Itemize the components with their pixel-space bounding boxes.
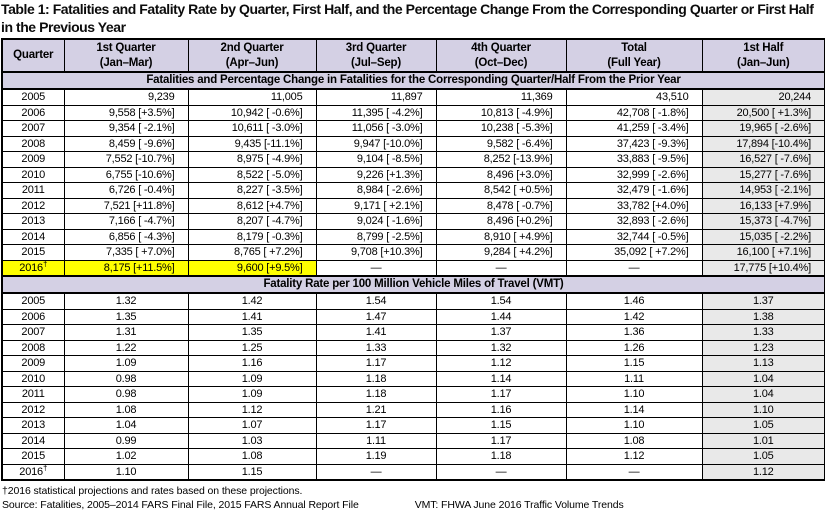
table-row — [2, 464, 825, 480]
column-header-line1: 1st Half — [743, 41, 784, 54]
value-cell: 1.10 — [702, 402, 825, 418]
value-cell: 8,252 [-13.9%] — [436, 152, 566, 168]
column-header-line2: (Jan–Mar) — [99, 56, 153, 69]
value-cell: 1.33 — [702, 325, 825, 341]
footnotes — [2, 484, 825, 512]
column-header-line1: 4th Quarter — [471, 41, 531, 54]
table-row — [2, 121, 825, 137]
value-cell: 1.14 — [566, 402, 702, 418]
value-cell: 7,552 [-10.7%] — [64, 152, 188, 168]
value-cell: 1.04 — [702, 371, 825, 387]
value-cell: 1.17 — [316, 356, 436, 372]
value-cell: 1.41 — [316, 325, 436, 341]
value-cell: 1.05 — [702, 449, 825, 465]
value-cell: 11,005 — [188, 89, 316, 105]
table-row — [2, 136, 825, 152]
year-cell: 2012 — [2, 198, 64, 214]
value-cell: 9,708 [+10.3%] — [316, 245, 436, 261]
table-row — [2, 214, 825, 230]
value-cell: 6,726 [ -0.4%] — [64, 183, 188, 199]
column-header — [316, 39, 436, 72]
value-cell: 8,612 [+4.7%] — [188, 198, 316, 214]
value-cell: 7,335 [ +7.0%] — [64, 245, 188, 261]
value-cell: 17,775 [+10.4%] — [702, 260, 825, 276]
value-cell: 16,527 [ -7.6%] — [702, 152, 825, 168]
table-row — [2, 449, 825, 465]
value-cell: 0.98 — [64, 387, 188, 403]
value-cell: 1.12 — [702, 464, 825, 480]
value-cell: 1.03 — [188, 433, 316, 449]
section-header-row — [2, 72, 825, 89]
value-cell: 8,799 [ -2.5%] — [316, 229, 436, 245]
section-header: Fatalities and Percentage Change in Fatalities for the Corresponding Quarter/Half From the Prior Year — [2, 72, 825, 89]
value-cell: 9,239 — [64, 89, 188, 105]
value-cell: 1.42 — [566, 309, 702, 325]
value-cell: 1.54 — [436, 293, 566, 309]
value-cell: — — [316, 260, 436, 276]
column-header — [188, 39, 316, 72]
value-cell: 8,179 [ -0.3%] — [188, 229, 316, 245]
value-cell: 1.44 — [436, 309, 566, 325]
value-cell: 1.32 — [64, 293, 188, 309]
year-cell: 2013 — [2, 214, 64, 230]
year-cell: 2009 — [2, 356, 64, 372]
value-cell: 9,104 [ -8.5%] — [316, 152, 436, 168]
value-cell: 8,496 [+3.0%] — [436, 167, 566, 183]
table-row — [2, 198, 825, 214]
table-row — [2, 245, 825, 261]
value-cell: 9,558 [+3.5%] — [64, 105, 188, 121]
value-cell: 10,611 [ -3.0%] — [188, 121, 316, 137]
value-cell: 1.42 — [188, 293, 316, 309]
value-cell: 1.13 — [702, 356, 825, 372]
value-cell: 11,897 — [316, 89, 436, 105]
year-cell: 2016† — [2, 260, 64, 276]
value-cell: 1.09 — [188, 387, 316, 403]
value-cell: 33,782 [+4.0%] — [566, 198, 702, 214]
year-cell: 2005 — [2, 89, 64, 105]
footnote-source-line — [2, 498, 825, 512]
value-cell: 1.04 — [702, 387, 825, 403]
value-cell: 20,244 — [702, 89, 825, 105]
value-cell: 8,175 [+11.5%] — [64, 260, 188, 276]
column-header — [566, 39, 702, 72]
value-cell: 1.35 — [64, 309, 188, 325]
column-header-line2: (Jul–Sep) — [351, 56, 401, 69]
value-cell: 1.47 — [316, 309, 436, 325]
value-cell: 10,238 [ -5.3%] — [436, 121, 566, 137]
table-row — [2, 340, 825, 356]
value-cell: 9,582 [ -6.4%] — [436, 136, 566, 152]
value-cell: 1.14 — [436, 371, 566, 387]
value-cell: 1.04 — [64, 418, 188, 434]
value-cell: 10,942 [ -0.6%] — [188, 105, 316, 121]
value-cell: 43,510 — [566, 89, 702, 105]
column-header-line1: 3rd Quarter — [345, 41, 407, 54]
value-cell: 1.22 — [64, 340, 188, 356]
value-cell: 9,354 [ -2.1%] — [64, 121, 188, 137]
column-header-line1: Total — [621, 41, 647, 54]
value-cell: — — [436, 260, 566, 276]
value-cell: 1.12 — [566, 449, 702, 465]
value-cell: 1.16 — [436, 402, 566, 418]
page-title: Table 1: Fatalities and Fatality Rate by Quarter, First Half, and the Percentage Change From the Corresponding Quarter or First Half in the Previous Year — [1, 1, 814, 35]
value-cell: 1.18 — [316, 371, 436, 387]
table-row — [2, 387, 825, 403]
value-cell: 8,984 [ -2.6%] — [316, 183, 436, 199]
table-row — [2, 183, 825, 199]
value-cell: 1.11 — [566, 371, 702, 387]
value-cell: 1.16 — [188, 356, 316, 372]
value-cell: 8,459 [ -9.6%] — [64, 136, 188, 152]
footnote-vmt: VMT: FHWA June 2016 Traffic Volume Trends — [414, 499, 624, 511]
column-header-line2: (Jan–Jun) — [736, 56, 790, 69]
value-cell: 1.17 — [436, 387, 566, 403]
value-cell: 16,133 [+7.9%] — [702, 198, 825, 214]
table-row — [2, 325, 825, 341]
table-row — [2, 89, 825, 105]
value-cell: 1.02 — [64, 449, 188, 465]
column-header-line2: (Apr–Jun) — [225, 56, 279, 69]
value-cell: 1.18 — [316, 387, 436, 403]
table-row — [2, 152, 825, 168]
year-cell: 2015 — [2, 245, 64, 261]
value-cell: 1.07 — [188, 418, 316, 434]
value-cell: 14,953 [ -2.1%] — [702, 183, 825, 199]
table-row — [2, 105, 825, 121]
year-cell: 2011 — [2, 387, 64, 403]
year-cell: 2014 — [2, 433, 64, 449]
table-row — [2, 356, 825, 372]
value-cell: 0.98 — [64, 371, 188, 387]
value-cell: 16,100 [ +7.1%] — [702, 245, 825, 261]
value-cell: 42,708 [ -1.8%] — [566, 105, 702, 121]
value-cell: 33,883 [ -9.5%] — [566, 152, 702, 168]
value-cell: 0.99 — [64, 433, 188, 449]
value-cell: 7,521 [+11.8%] — [64, 198, 188, 214]
table-row — [2, 371, 825, 387]
year-cell: 2006 — [2, 309, 64, 325]
value-cell: 32,999 [ -2.6%] — [566, 167, 702, 183]
value-cell: 17,894 [-10.4%] — [702, 136, 825, 152]
year-cell: 2006 — [2, 105, 64, 121]
value-cell: 1.12 — [436, 356, 566, 372]
column-header — [702, 39, 825, 72]
value-cell: 1.17 — [436, 433, 566, 449]
value-cell: 8,975 [ -4.9%] — [188, 152, 316, 168]
value-cell: 8,496 [+0.2%] — [436, 214, 566, 230]
value-cell: 32,744 [ -0.5%] — [566, 229, 702, 245]
value-cell: 11,395 [ -4.2%] — [316, 105, 436, 121]
footnote-source: Source: Fatalities, 2005–2014 FARS Final File, 2015 FARS Annual Report File — [2, 499, 359, 511]
value-cell: 1.37 — [702, 293, 825, 309]
value-cell: 1.26 — [566, 340, 702, 356]
column-header-row — [2, 39, 825, 72]
value-cell: 1.23 — [702, 340, 825, 356]
year-cell: 2016† — [2, 464, 64, 480]
value-cell: 32,479 [ -1.6%] — [566, 183, 702, 199]
value-cell: 9,171 [ +2.1%] — [316, 198, 436, 214]
value-cell: 1.15 — [566, 356, 702, 372]
column-header-line2: (Oct–Dec) — [474, 56, 528, 69]
value-cell: 1.35 — [188, 325, 316, 341]
column-header-line1: 2nd Quarter — [220, 41, 284, 54]
value-cell: 1.31 — [64, 325, 188, 341]
value-cell: 1.25 — [188, 340, 316, 356]
year-cell: 2005 — [2, 293, 64, 309]
value-cell: 7,166 [ -4.7%] — [64, 214, 188, 230]
value-cell: 8,478 [ -0.7%] — [436, 198, 566, 214]
table-row — [2, 229, 825, 245]
value-cell: 1.15 — [436, 418, 566, 434]
table-row — [2, 418, 825, 434]
year-cell: 2015 — [2, 449, 64, 465]
value-cell: 1.41 — [188, 309, 316, 325]
value-cell: — — [566, 260, 702, 276]
column-header — [436, 39, 566, 72]
column-header-line2: (Full Year) — [607, 56, 661, 69]
table-row — [2, 433, 825, 449]
value-cell: 19,965 [ -2.6%] — [702, 121, 825, 137]
value-cell: 8,910 [ +4.9%] — [436, 229, 566, 245]
value-cell: 9,024 [ -1.6%] — [316, 214, 436, 230]
value-cell: 8,227 [ -3.5%] — [188, 183, 316, 199]
year-cell: 2008 — [2, 340, 64, 356]
value-cell: 1.10 — [566, 387, 702, 403]
value-cell: 9,947 [-10.0%] — [316, 136, 436, 152]
value-cell: 1.17 — [316, 418, 436, 434]
value-cell: 8,765 [ +7.2%] — [188, 245, 316, 261]
table-row — [2, 167, 825, 183]
value-cell: 8,542 [ +0.5%] — [436, 183, 566, 199]
value-cell: 1.37 — [436, 325, 566, 341]
value-cell: 1.08 — [64, 402, 188, 418]
year-cell: 2011 — [2, 183, 64, 199]
value-cell: — — [566, 464, 702, 480]
value-cell: 35,092 [ +7.2%] — [566, 245, 702, 261]
year-cell: 2007 — [2, 121, 64, 137]
table-row — [2, 309, 825, 325]
data-table — [1, 38, 825, 481]
value-cell: 15,373 [ -4.7%] — [702, 214, 825, 230]
column-header — [64, 39, 188, 72]
footnote-dagger: †2016 statistical projections and rates based on these projections. — [2, 485, 303, 497]
value-cell: 9,226 [+1.3%] — [316, 167, 436, 183]
year-cell: 2013 — [2, 418, 64, 434]
value-cell: 9,435 [-11.1%] — [188, 136, 316, 152]
year-cell: 2014 — [2, 229, 64, 245]
column-header-line1: 1st Quarter — [96, 41, 156, 54]
table-body — [2, 72, 825, 480]
value-cell: 6,856 [ -4.3%] — [64, 229, 188, 245]
value-cell: 15,277 [ -7.6%] — [702, 167, 825, 183]
value-cell: 10,813 [ -4.9%] — [436, 105, 566, 121]
value-cell: 1.05 — [702, 418, 825, 434]
value-cell: 1.09 — [188, 371, 316, 387]
value-cell: 6,755 [-10.6%] — [64, 167, 188, 183]
value-cell: 1.10 — [566, 418, 702, 434]
value-cell: 1.11 — [316, 433, 436, 449]
table-row — [2, 293, 825, 309]
value-cell: 15,035 [ -2.2%] — [702, 229, 825, 245]
value-cell: 1.54 — [316, 293, 436, 309]
section-header: Fatality Rate per 100 Million Vehicle Miles of Travel (VMT) — [2, 276, 825, 293]
value-cell: 1.19 — [316, 449, 436, 465]
year-cell: 2007 — [2, 325, 64, 341]
value-cell: 37,423 [ -9.3%] — [566, 136, 702, 152]
value-cell: 1.12 — [188, 402, 316, 418]
value-cell: 1.01 — [702, 433, 825, 449]
value-cell: 1.15 — [188, 464, 316, 480]
section-header-row — [2, 276, 825, 293]
value-cell: 1.21 — [316, 402, 436, 418]
year-cell: 2009 — [2, 152, 64, 168]
value-cell: 1.38 — [702, 309, 825, 325]
value-cell: 1.08 — [566, 433, 702, 449]
table-row — [2, 260, 825, 276]
value-cell: 11,056 [ -3.0%] — [316, 121, 436, 137]
year-cell: 2010 — [2, 167, 64, 183]
value-cell: 32,893 [ -2.6%] — [566, 214, 702, 230]
column-header-line1: Quarter — [13, 49, 54, 62]
year-cell: 2012 — [2, 402, 64, 418]
value-cell: 1.32 — [436, 340, 566, 356]
value-cell: 1.18 — [436, 449, 566, 465]
value-cell: 8,207 [ -4.7%] — [188, 214, 316, 230]
value-cell: 8,522 [ -5.0%] — [188, 167, 316, 183]
value-cell: — — [436, 464, 566, 480]
value-cell: 1.46 — [566, 293, 702, 309]
value-cell: 1.10 — [64, 464, 188, 480]
value-cell: 1.09 — [64, 356, 188, 372]
value-cell: 1.08 — [188, 449, 316, 465]
value-cell: — — [316, 464, 436, 480]
value-cell: 9,600 [+9.5%] — [188, 260, 316, 276]
value-cell: 9,284 [ +4.2%] — [436, 245, 566, 261]
year-cell: 2008 — [2, 136, 64, 152]
value-cell: 20,500 [ +1.3%] — [702, 105, 825, 121]
value-cell: 41,259 [ -3.4%] — [566, 121, 702, 137]
value-cell: 11,369 — [436, 89, 566, 105]
year-cell: 2010 — [2, 371, 64, 387]
table-row — [2, 402, 825, 418]
column-header — [2, 39, 64, 72]
value-cell: 1.36 — [566, 325, 702, 341]
value-cell: 1.33 — [316, 340, 436, 356]
